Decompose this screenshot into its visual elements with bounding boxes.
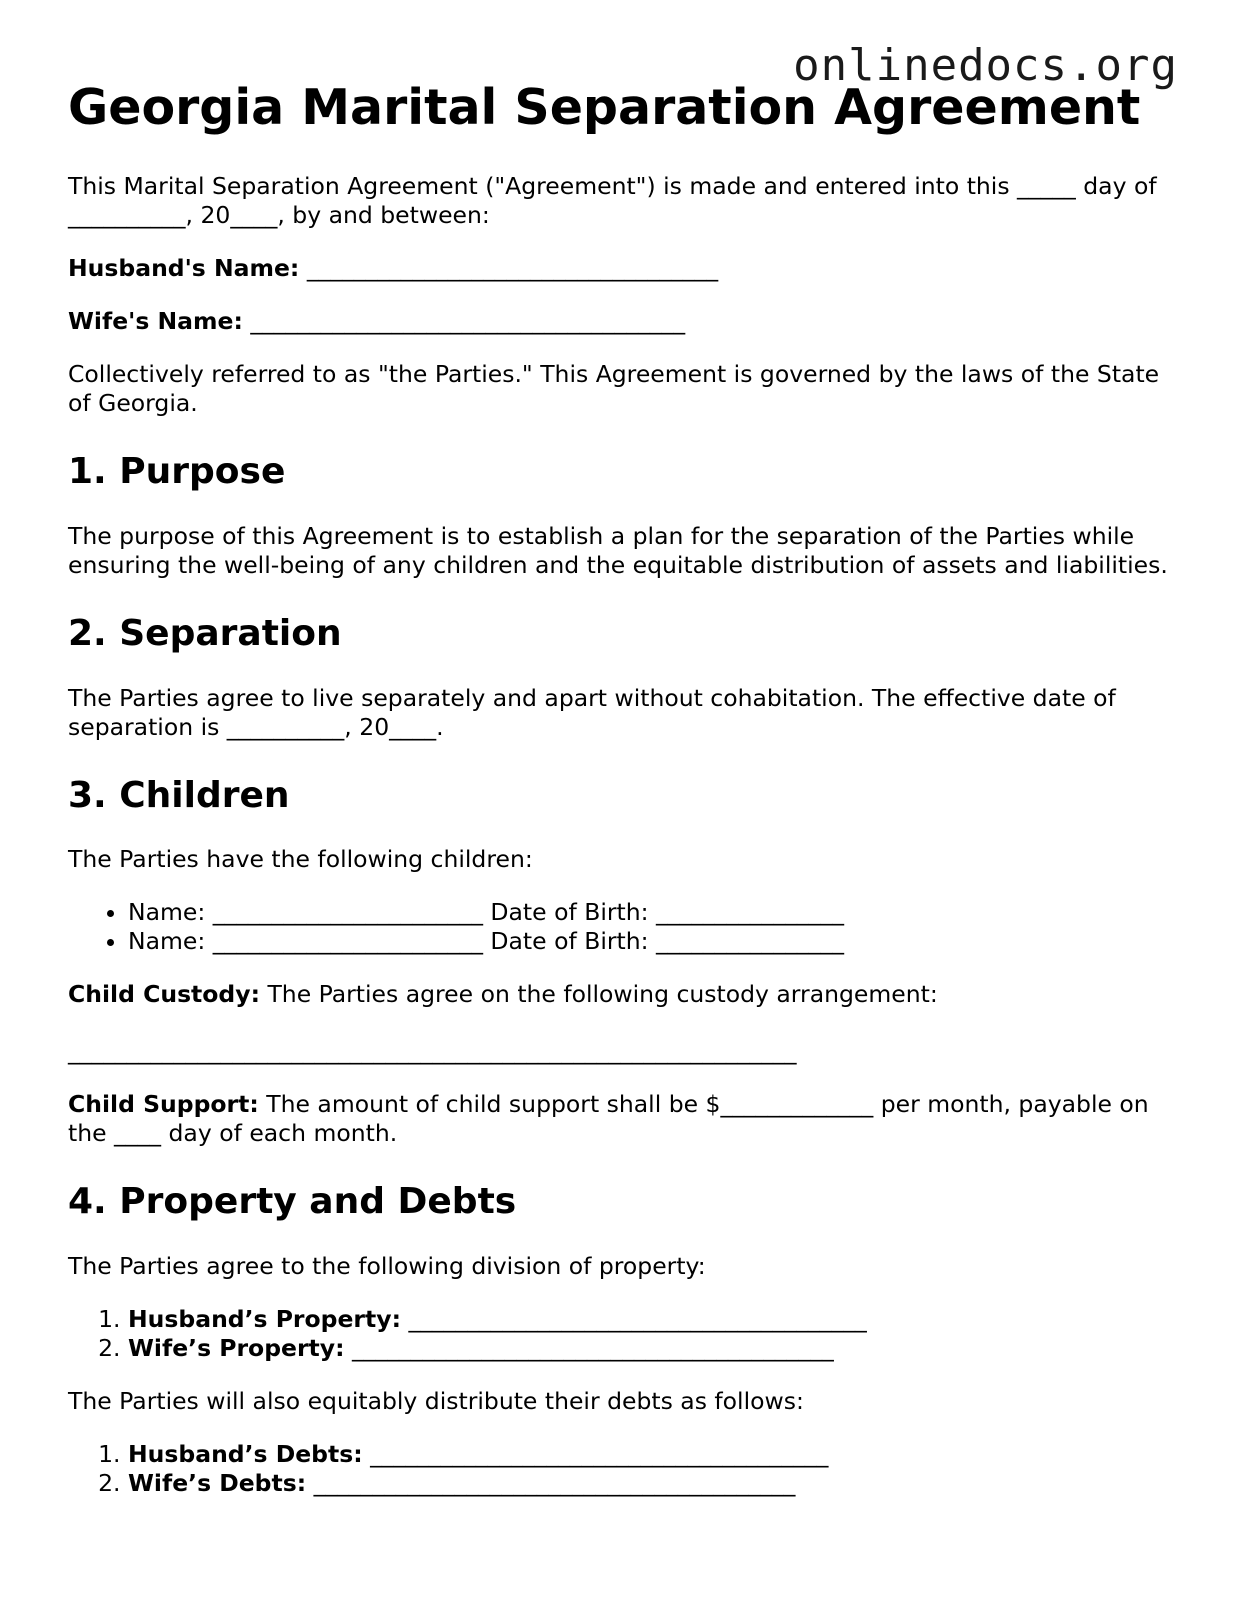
custody-blank-line: ______________________________________________________________ bbox=[68, 1037, 797, 1066]
child-support-paragraph bbox=[68, 1090, 1178, 1148]
child-custody-text: The Parties agree on the following custody arrangement: bbox=[259, 980, 938, 1009]
child-support-label: Child Support: bbox=[68, 1090, 259, 1119]
debt-item-blank: _______________________________________ bbox=[362, 1439, 829, 1468]
property-item-label: Husband’s Property: bbox=[128, 1304, 401, 1333]
child-custody-label: Child Custody: bbox=[68, 980, 260, 1009]
intro-paragraph: This Marital Separation Agreement ("Agreement") is made and entered into this _____ day of __________, 20____, by and between: bbox=[68, 172, 1157, 230]
debts-intro: The Parties will also equitably distribute their debts as follows: bbox=[68, 1386, 804, 1415]
debt-item-label: Wife’s Debts: bbox=[128, 1468, 307, 1497]
section-heading-children: 3. Children bbox=[68, 774, 290, 816]
section-heading-property: 4. Property and Debts bbox=[68, 1181, 517, 1223]
child-custody-paragraph bbox=[68, 980, 1178, 1009]
wife-name-field bbox=[68, 307, 1178, 336]
list-item: • Name: _______________________ Date of Birth: ________________ bbox=[128, 927, 1178, 956]
children-list bbox=[68, 898, 1178, 956]
property-item-blank: _______________________________________ bbox=[400, 1304, 867, 1333]
child-support-text: The amount of child support shall be $_____________ per month, payable on the ____ day of each month. bbox=[68, 1090, 1149, 1148]
wife-name-blank: _____________________________________ bbox=[250, 307, 686, 336]
list-item bbox=[128, 1334, 1178, 1363]
section-heading-purpose: 1. Purpose bbox=[68, 451, 286, 493]
husband-name-field bbox=[68, 254, 1178, 283]
husband-name-blank: ___________________________________ bbox=[306, 254, 719, 283]
list-item: • Name: _______________________ Date of Birth: ________________ bbox=[128, 898, 1178, 927]
purpose-paragraph: The purpose of this Agreement is to establish a plan for the separation of the Parties while ensuring the well-being of any children and the equitable distribution of assets and liabilities. bbox=[68, 521, 1168, 579]
watermark: onlinedocs.org bbox=[793, 40, 1178, 91]
debt-item-blank: _________________________________________ bbox=[306, 1468, 796, 1497]
debts-list bbox=[68, 1440, 1178, 1498]
list-item bbox=[128, 1469, 1178, 1498]
list-item bbox=[128, 1440, 1178, 1469]
wife-name-label: Wife's Name: bbox=[68, 307, 243, 336]
property-item-label: Wife’s Property: bbox=[128, 1333, 345, 1362]
list-item bbox=[128, 1305, 1178, 1334]
document-title: Georgia Marital Separation Agreement bbox=[68, 79, 1141, 136]
property-list bbox=[68, 1305, 1178, 1363]
children-paragraph: The Parties have the following children: bbox=[68, 845, 533, 874]
document-page bbox=[68, 80, 1178, 1522]
section-heading-separation: 2. Separation bbox=[68, 612, 342, 654]
property-intro: The Parties agree to the following division of property: bbox=[68, 1251, 706, 1280]
collective-paragraph: Collectively referred to as "the Parties." This Agreement is governed by the laws of the State of Georgia. bbox=[68, 360, 1160, 418]
debt-item-label: Husband’s Debts: bbox=[128, 1439, 363, 1468]
husband-name-label: Husband's Name: bbox=[68, 254, 300, 283]
separation-paragraph: The Parties agree to live separately and apart without cohabitation. The effective date of separation is __________, 20____. bbox=[68, 683, 1116, 741]
property-item-blank: _________________________________________ bbox=[344, 1333, 834, 1362]
